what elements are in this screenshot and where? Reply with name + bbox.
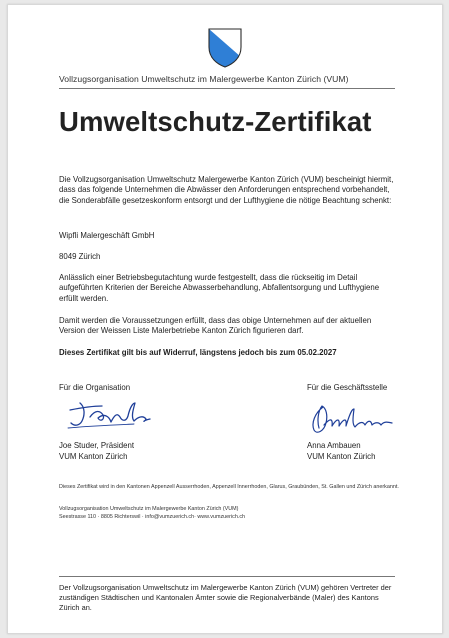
signatory-right-name: Anna Ambauen: [307, 441, 361, 450]
validity-statement: Dieses Zertifikat gilt bis auf Widerruf, längstens jedoch bis zum 05.02.2027: [59, 348, 337, 357]
signature-joe-studer: [64, 394, 156, 434]
certificate-page: [7, 4, 443, 634]
signature-role-organization: Für die Organisation: [59, 383, 131, 392]
header-divider: [59, 88, 395, 89]
company-location: 8049 Zürich: [59, 252, 101, 261]
recognition-note: Dieses Zertifikat wird in den Kantonen Appenzell Ausserrhoden, Appenzell Innerrhoden, Glarus, Graubünden, St. Gallen und Zürich anerkannt.: [59, 484, 399, 490]
signature-anna-ambauen: [303, 401, 395, 439]
signature-role-office: Für die Geschäftsstelle: [307, 383, 388, 392]
organization-header: Vollzugsorganisation Umweltschutz im Malergewerbe Kanton Zürich (VUM): [59, 74, 349, 84]
signatory-left-name: Joe Studer, Präsident: [59, 441, 134, 450]
inspection-paragraph: Anlässlich einer Betriebsbegutachtung wurde festgestellt, dass die rückseitig im Detail aufgeführten Kriterien der Bereiche Abwasserbehandlung, Abfallentsorgung und Lufthygiene erfüllt werden.: [59, 273, 380, 303]
address-line-2: Seestrasse 110 · 8805 Richterswil · info@vumzuerich.ch· www.vumzuerich.ch: [59, 514, 246, 520]
certificate-title: Umweltschutz-Zertifikat: [59, 106, 372, 137]
footer-text: Der Vollzugsorganisation Umweltschutz im Malergewerbe Kanton Zürich (VUM) gehören Vertreter der zuständigen Städtischen und Kantonalen Ämter sowie die Regionalverbände (Maler) des Kantons Zürich an.: [59, 583, 392, 612]
signatory-left-org: VUM Kanton Zürich: [59, 452, 128, 461]
intro-paragraph: Die Vollzugsorganisation Umweltschutz Malergewerbe Kanton Zürich (VUM) bescheinigt hiermit, dass das folgende Unternehmen die Abwässer den Anforderungen entsprechend vorbehandelt, die Sonderabfälle gesetzeskonform entsorgt und der Lufthygiene die nötige Beachtung schenkt:: [59, 175, 394, 205]
signatory-right-org: VUM Kanton Zürich: [307, 452, 376, 461]
zurich-coat-of-arms-icon: [207, 27, 243, 69]
conditions-paragraph: Damit werden die Voraussetzungen erfüllt, dass das obige Unternehmen auf der aktuellen Version der Weissen Liste Malerbetriebe Kanton Zürich figurieren darf.: [59, 316, 372, 336]
footer-divider: [59, 576, 395, 577]
company-name: Wipfli Malergeschäft GmbH: [59, 231, 155, 240]
address-line-1: Vollzugsorganisation Umweltschutz im Malergewerbe Kanton Zürich (VUM): [59, 506, 239, 512]
